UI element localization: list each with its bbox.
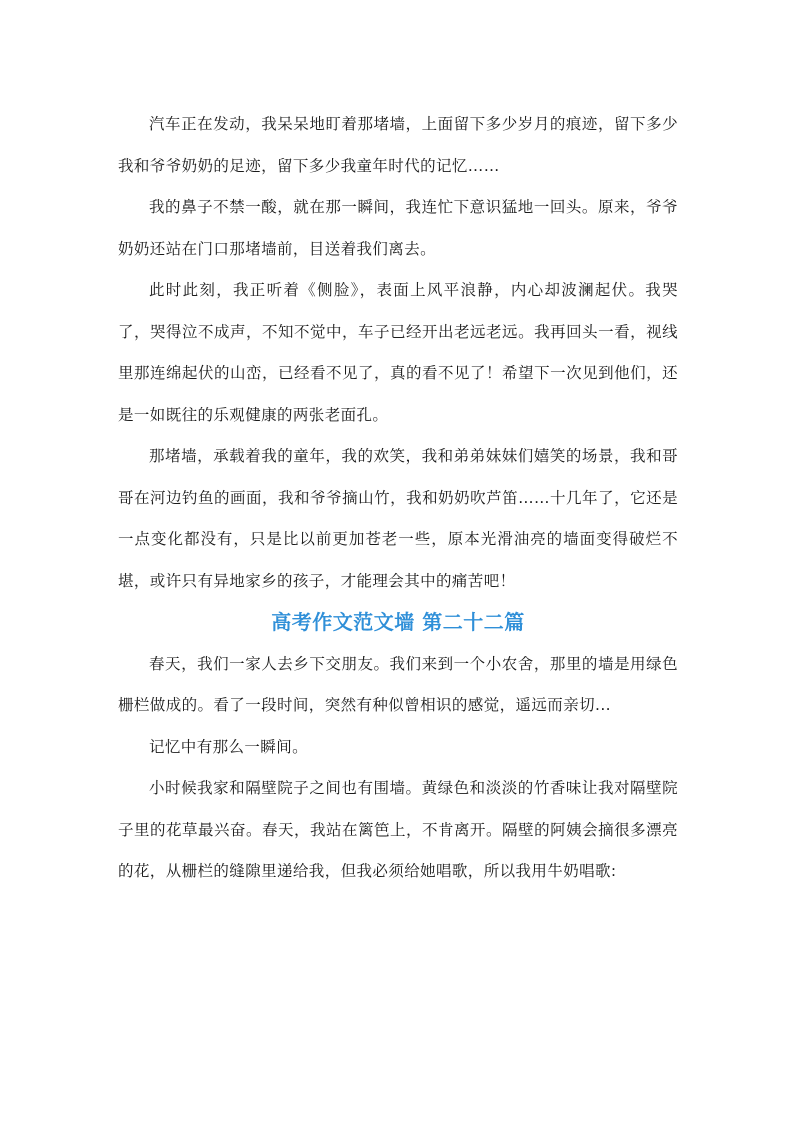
paragraph-memory-moment: 记忆中有那么一瞬间。: [149, 737, 309, 756]
paragraph-car-starting: 汽车正在发动，我呆呆地盯着那堵墙，上面留下多少岁月的痕迹，留下多少我和爷爷奶奶的足迹，留下多少我童年时代的记忆……: [118, 115, 678, 175]
paragraph-the-wall: 那堵墙，承载着我的童年，我的欢笑，我和弟弟妹妹们嬉笑的场景，我和哥哥在河边钓鱼的画面，我和爷爷摘山竹，我和奶奶吹芦笛……十几年了，它还是一点变化都没有，只是比以前更加苍老一些，原本光滑油亮的墙面变得破烂不堪，或许只有异地家乡的孩子，才能理会其中的痛苦吧！: [118, 447, 678, 590]
paragraph-listening-song: 此时此刻，我正听着《侧脸》，表面上风平浪静，内心却波澜起伏。我哭了，哭得泣不成声，不知不觉中，车子已经开出老远老远。我再回头一看，视线里那连绵起伏的山峦，已经看不见了，真的看不见了！希望下一次见到他们，还是一如既往的乐观健康的两张老面孔。: [118, 281, 678, 424]
document-page: [118, 104, 678, 893]
paragraph-spring-trip: 春天，我们一家人去乡下交朋友。我们来到一个小农舍，那里的墙是用绿色栅栏做成的。看了一段时间，突然有种似曾相识的感觉，遥远而亲切...: [118, 654, 678, 714]
paragraph-childhood-fence: 小时候我家和隔壁院子之间也有围墙。黄绿色和淡淡的竹香味让我对隔壁院子里的花草最兴奋。春天，我站在篱笆上，不肯离开。隔壁的阿姨会摘很多漂亮的花，从栅栏的缝隙里递给我，但我必须给她唱歌，所以我用牛奶唱歌:: [118, 779, 678, 880]
section-heading: 高考作文范文墙 第二十二篇: [271, 610, 525, 634]
paragraph-looking-back: 我的鼻子不禁一酸，就在那一瞬间，我连忙下意识猛地一回头。原来，爷爷奶奶还站在门口那堵墙前，目送着我们离去。: [118, 198, 678, 258]
